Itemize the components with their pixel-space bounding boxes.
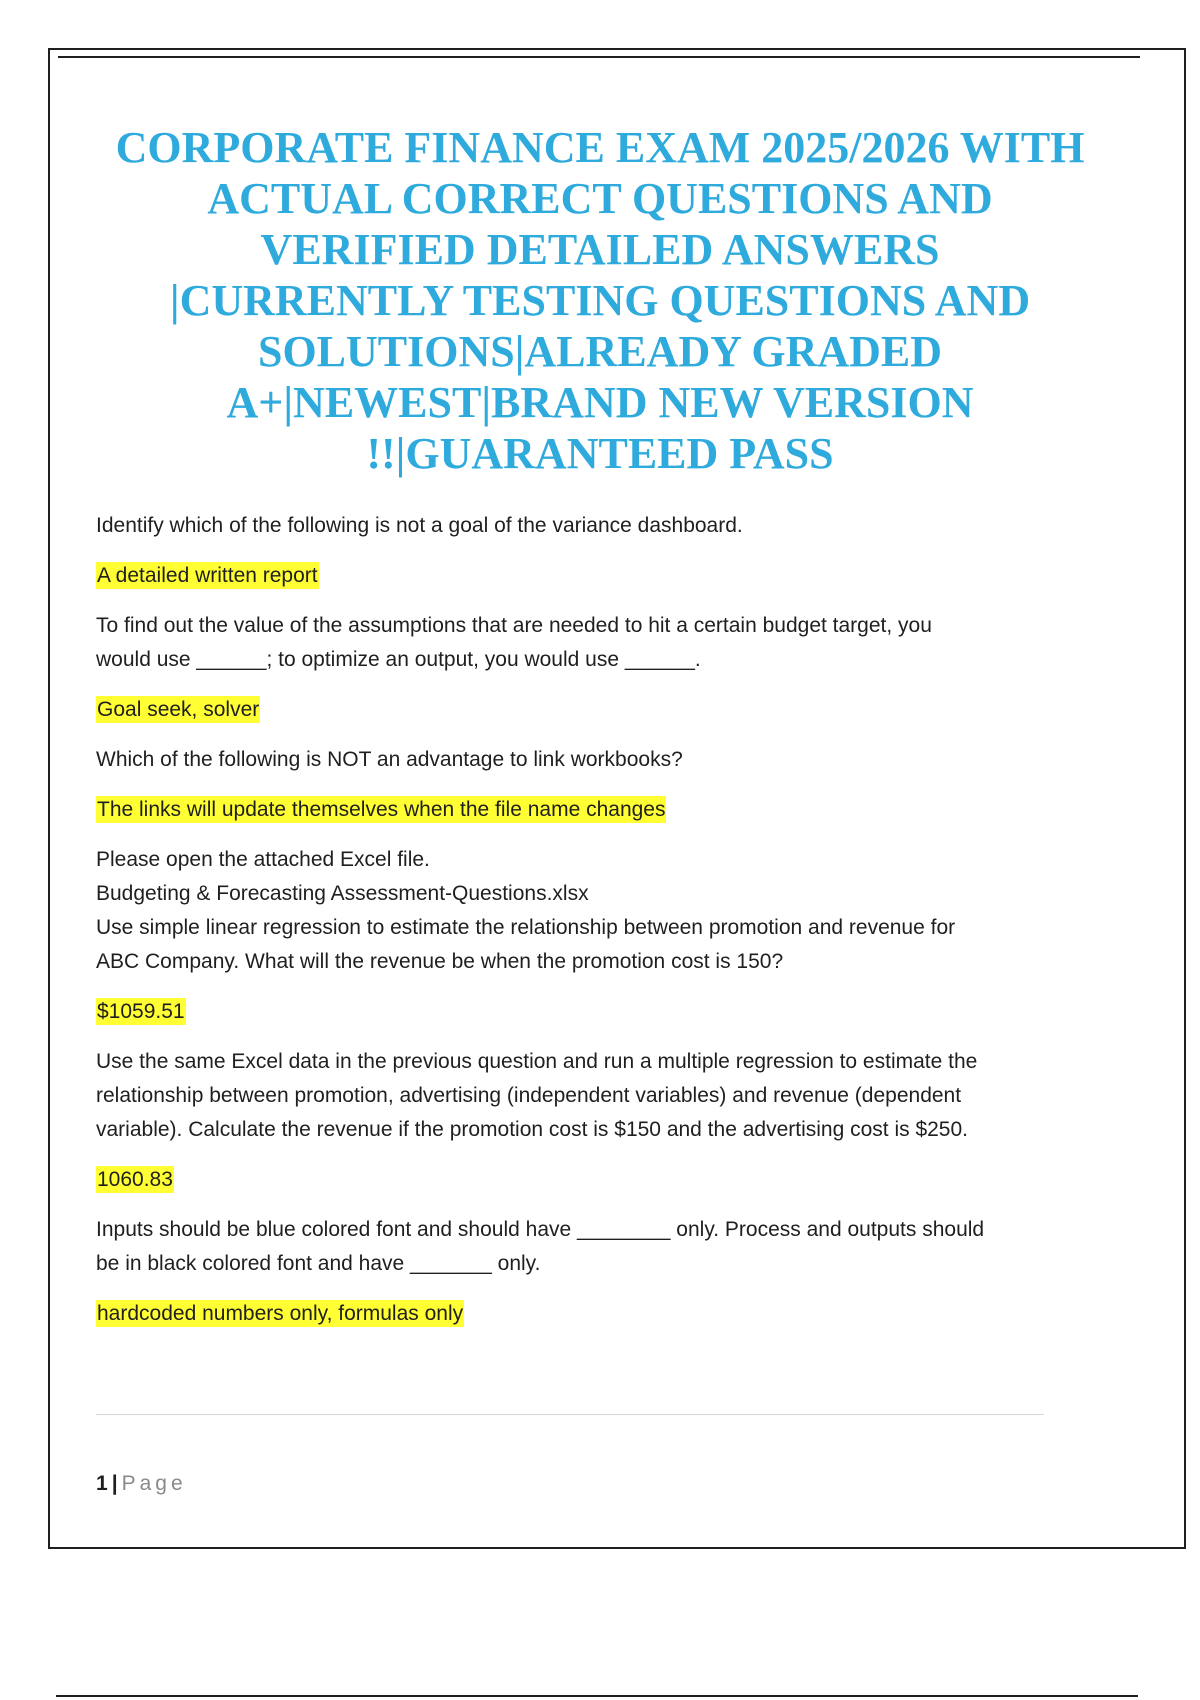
question: [96, 509, 1086, 543]
answer-highlight: The links will update themselves when the file name changes: [97, 798, 666, 821]
page-separator: |: [111, 1472, 118, 1495]
page-footer: [96, 1470, 187, 1498]
answer-block: [96, 559, 1086, 593]
top-rule: [58, 56, 1140, 58]
question: [96, 843, 1086, 979]
page-label: Page: [121, 1472, 187, 1495]
answer-block: [96, 793, 1086, 827]
question-line: Please open the attached Excel file.: [96, 848, 430, 871]
bottom-rule: [56, 1695, 1138, 1697]
title-line: ACTUAL CORRECT QUESTIONS AND: [207, 174, 993, 223]
question-line: would use ______; to optimize an output, you would use ______.: [96, 648, 701, 671]
question-line: be in black colored font and have _______ only.: [96, 1252, 541, 1275]
question: [96, 1213, 1086, 1281]
answer-block: [96, 995, 1086, 1029]
question-line: ABC Company. What will the revenue be when the promotion cost is 150?: [96, 950, 784, 973]
question-line: Use simple linear regression to estimate the relationship between promotion and revenue for: [96, 916, 956, 939]
question-line: Inputs should be blue colored font and should have ________ only. Process and outputs should: [96, 1218, 985, 1241]
question: [96, 609, 1086, 677]
title-line: CORPORATE FINANCE EXAM 2025/2026 WITH: [115, 123, 1085, 172]
question-line: Which of the following is NOT an advantage to link workbooks?: [96, 748, 683, 771]
question-line: relationship between promotion, advertising (independent variables) and revenue (dependent: [96, 1084, 962, 1107]
title-line: |CURRENTLY TESTING QUESTIONS AND: [169, 276, 1031, 325]
question-line: Budgeting & Forecasting Assessment-Questions.xlsx: [96, 882, 589, 905]
answer-highlight: Goal seek, solver: [97, 698, 260, 721]
document-title: [90, 122, 1110, 479]
question-line: Identify which of the following is not a goal of the variance dashboard.: [96, 514, 743, 537]
qa-item: [96, 743, 1086, 827]
page-number: 1: [96, 1472, 108, 1495]
qa-content: [96, 509, 1086, 1347]
qa-item: [96, 1213, 1086, 1331]
answer-block: [96, 1163, 1086, 1197]
footer-rule: [96, 1414, 1044, 1415]
answer-block: [96, 693, 1086, 727]
answer-block: [96, 1297, 1086, 1331]
question-line: To find out the value of the assumptions that are needed to hit a certain budget target, you: [96, 614, 932, 637]
answer-highlight: A detailed written report: [97, 564, 318, 587]
question: [96, 1045, 1086, 1147]
question: [96, 743, 1086, 777]
question-line: variable). Calculate the revenue if the promotion cost is $150 and the advertising cost is $250.: [96, 1118, 969, 1141]
title-line: !!|GUARANTEED PASS: [366, 429, 834, 478]
answer-highlight: hardcoded numbers only, formulas only: [97, 1302, 464, 1325]
qa-item: [96, 509, 1086, 593]
question-line: Use the same Excel data in the previous question and run a multiple regression to estimate the: [96, 1050, 978, 1073]
answer-highlight: $1059.51: [97, 1000, 185, 1023]
title-line: VERIFIED DETAILED ANSWERS: [260, 225, 940, 274]
qa-item: [96, 1045, 1086, 1197]
title-line: A+|NEWEST|BRAND NEW VERSION: [226, 378, 974, 427]
qa-item: [96, 843, 1086, 1029]
title-line: SOLUTIONS|ALREADY GRADED: [257, 327, 943, 376]
qa-item: [96, 609, 1086, 727]
answer-highlight: 1060.83: [97, 1168, 173, 1191]
